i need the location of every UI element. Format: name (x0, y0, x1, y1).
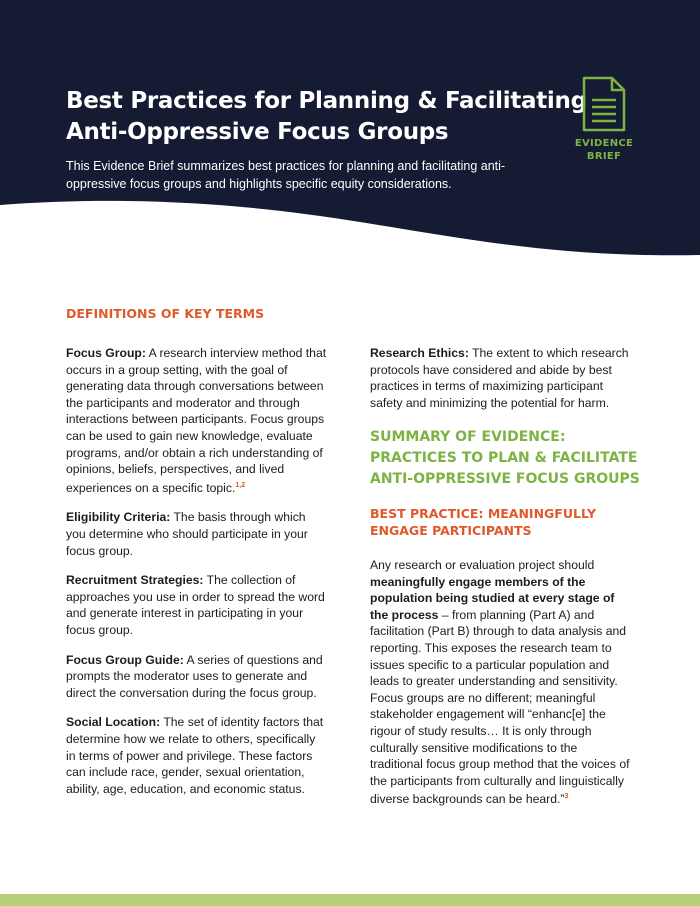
best-practice-body (370, 557, 632, 808)
definition-term: Eligibility Criteria: (66, 510, 171, 525)
page-title (66, 86, 587, 148)
definition-text: The set of identity factors that determine how we relate to others, specifically in terms of power and privilege. These factors can include race, gender, sexual orientation, ability, age, education, and economic status. (66, 715, 324, 796)
definition-text: The collection of approaches you use in order to spread the word and generate interest in participating in your focus group. (66, 573, 325, 637)
best-practice-heading-line-1: BEST PRACTICE: MEANINGFULLY (370, 506, 597, 521)
definition-term: Focus Group Guide: (66, 652, 184, 667)
summary-heading-line-2: PRACTICES TO PLAN & FACILITATE (370, 450, 638, 466)
definition-item (66, 714, 328, 797)
footer-bar (0, 894, 700, 906)
paragraph-text: Any research or evaluation project should (370, 558, 595, 572)
definition-term: Recruitment Strategies: (66, 573, 204, 588)
evidence-brief-badge (574, 76, 634, 163)
definition-text: A research interview method that occurs in a group setting, with the goal of generating data through conversations between the participants and moderator and through interactions between participants. Focus groups can be used to gain new knowledge, evaluate programs, and/or obtain a rich understanding of opinions, beliefs, perspectives, and lived experiences on a specific topic. (66, 346, 327, 495)
definitions-right-column (370, 345, 632, 424)
definition-item (66, 345, 328, 496)
definition-item (66, 572, 328, 638)
definition-term: Research Ethics: (370, 346, 469, 360)
reference-marker: 1,2 (235, 481, 246, 489)
badge-label-1: EVIDENCE (574, 138, 634, 149)
title-line-2: Anti-Oppressive Focus Groups (66, 119, 449, 145)
summary-heading (370, 427, 640, 490)
best-practice-heading (370, 505, 596, 539)
summary-heading-line-3: ANTI-OPPRESSIVE FOCUS GROUPS (370, 471, 640, 487)
best-practice-paragraph (370, 557, 632, 808)
summary-heading-line-1: SUMMARY OF EVIDENCE: (370, 429, 566, 445)
definition-text: The basis through which you determine who should participate in your focus group. (66, 510, 308, 558)
badge-label-2: BRIEF (586, 151, 622, 162)
document-icon (582, 76, 626, 132)
definition-item (66, 652, 328, 702)
definitions-heading: DEFINITIONS OF KEY TERMS (66, 306, 265, 321)
paragraph-text: – from planning (Part A) and facilitation (Part B) through to data analysis and reporting. This exposes the research team to issues specific to a particular population and leads to greater understanding and sensitivity. Focus groups are no different; meaningful stakeholder engagement will “enhanc[e] the rigour of study results… It is only through culturally sensitive modifications to the traditional focus group method that the voices of the participants from culturally and linguistically diverse backgrounds can be heard.” (370, 607, 630, 807)
definition-text: A series of questions and prompts the moderator uses to generate and direct the conversation during the focus group. (66, 652, 323, 700)
best-practice-heading-line-2: ENGAGE PARTICIPANTS (370, 523, 532, 538)
definitions-left-column (66, 345, 328, 810)
paragraph-emphasis: meaningfully engage members of the population being studied at every stage of the process (370, 574, 615, 622)
definition-item (370, 345, 632, 411)
definition-item (66, 509, 328, 559)
definition-term: Social Location: (66, 715, 161, 730)
reference-marker: 3 (564, 793, 569, 801)
definition-text: The extent to which research protocols have considered and abide by best practices in terms of maximizing participant safety and minimizing the potential for harm. (370, 346, 629, 410)
page-subtitle: This Evidence Brief summarizes best practices for planning and facilitating anti-oppressive focus groups and highlights specific equity considerations. (66, 159, 506, 191)
definition-term: Focus Group: (66, 346, 146, 360)
title-line-1: Best Practices for Planning & Facilitating (66, 88, 587, 114)
